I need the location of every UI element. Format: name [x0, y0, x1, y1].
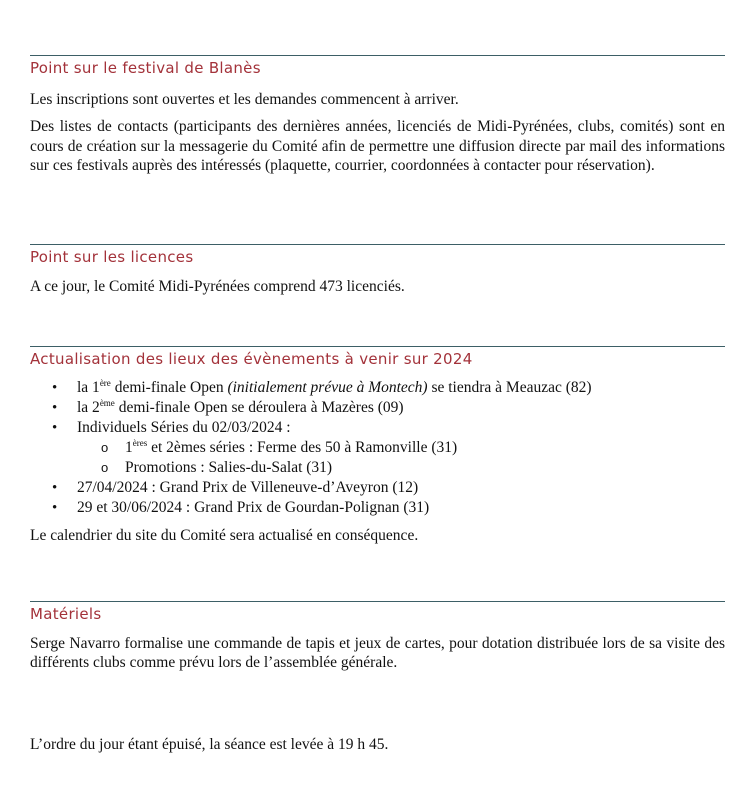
list-item: • 29 et 30/06/2024 : Grand Prix de Gourdan-Polignan (31) — [30, 498, 725, 518]
section-divider — [30, 244, 725, 245]
section-heading: Point sur le festival de Blanès — [30, 59, 261, 77]
section-events — [30, 346, 725, 545]
paragraph: Le calendrier du site du Comité sera actualisé en conséquence. — [30, 527, 419, 544]
section-materiels — [30, 601, 725, 672]
list-item: • la 1ère demi-finale Open (initialement prévue à Montech) se tiendra à Meauzac (82) — [30, 378, 725, 398]
section-divider — [30, 601, 725, 602]
list-item: • 27/04/2024 : Grand Prix de Villeneuve-d’Aveyron (12) — [30, 478, 725, 498]
sub-list-item: o 1ères et 2èmes séries : Ferme des 50 à Ramonville (31) — [30, 438, 725, 458]
paragraph: A ce jour, le Comité Midi-Pyrénées comprend 473 licenciés. — [30, 278, 405, 295]
section-licences — [30, 244, 725, 296]
paragraph: Serge Navarro formalise une commande de tapis et jeux de cartes, pour dotation distribuée lors de sa visite des différents clubs comme prévu lors de l’assemblée générale. — [30, 635, 725, 671]
section-heading: Matériels — [30, 605, 102, 623]
section-festival — [30, 55, 725, 176]
section-heading: Point sur les licences — [30, 248, 194, 266]
paragraph: Les inscriptions sont ouvertes et les demandes commencent à arriver. — [30, 91, 459, 108]
events-list — [30, 378, 725, 518]
sub-list — [77, 438, 725, 478]
list-item: • Individuels Séries du 02/03/2024 : o 1ères et 2èmes séries : Ferme des 50 à Ramonville (31) o Promotions : Salies-du-Salat (31) — [30, 418, 725, 478]
closing-paragraph: L’ordre du jour étant épuisé, la séance est levée à 19 h 45. — [30, 736, 389, 753]
closing-section — [30, 735, 725, 754]
section-heading: Actualisation des lieux des évènements à venir sur 2024 — [30, 350, 473, 368]
list-item: • la 2ème demi-finale Open se déroulera à Mazères (09) — [30, 398, 725, 418]
paragraph: Des listes de contacts (participants des dernières années, licenciés de Midi-Pyrénées, clubs, comités) sont en cours de création sur la messagerie du Comité afin de permettre une diffusion directe par mail des informations sur ces festivals auprès des intéressés (plaquette, courrier, coordonnées à contacter pour réservation). — [30, 118, 725, 174]
section-divider — [30, 55, 725, 56]
sub-list-item: o Promotions : Salies-du-Salat (31) — [30, 458, 725, 478]
section-divider — [30, 346, 725, 347]
